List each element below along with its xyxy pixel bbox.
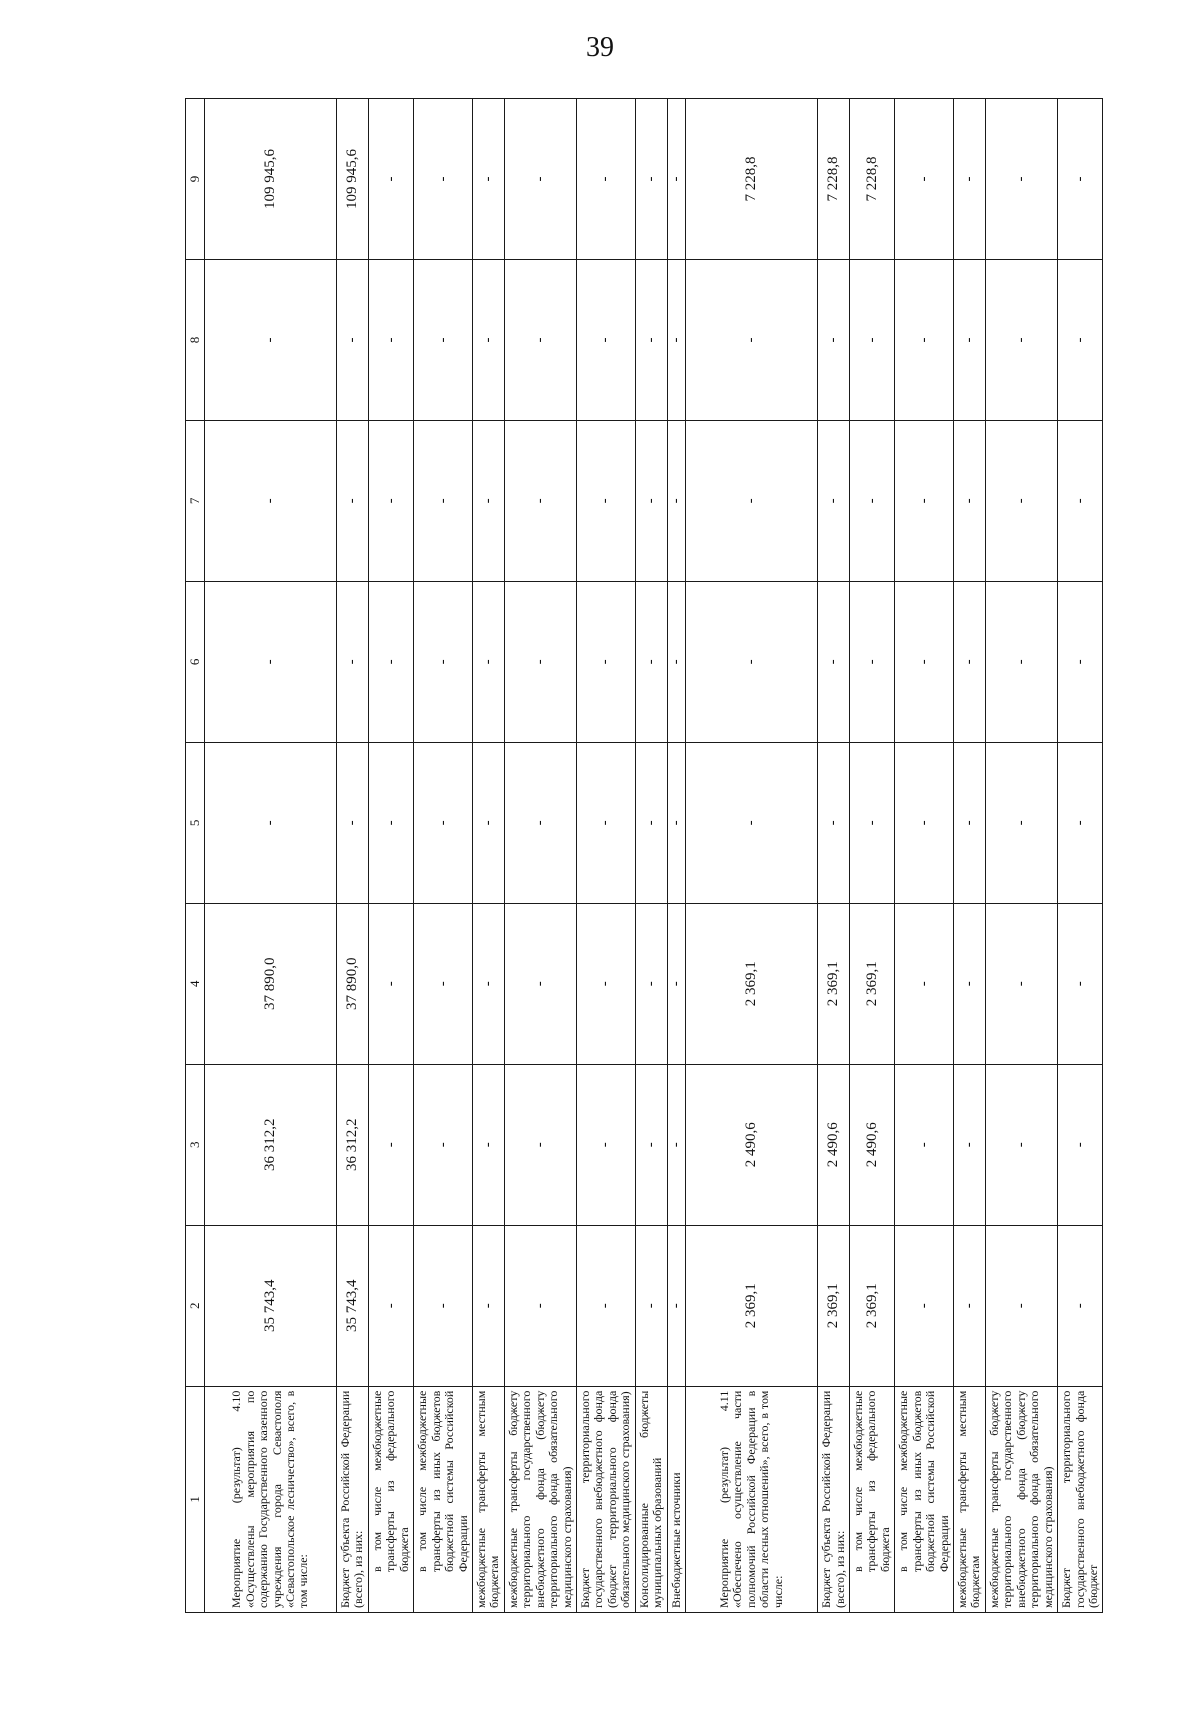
table-cell: -	[472, 742, 504, 903]
table-cell: -	[414, 581, 473, 742]
table-cell: 7 228,8	[849, 99, 894, 260]
table-row	[895, 99, 954, 1613]
row-label: в том числе межбюджетные трансферты из федерального бюджета	[368, 1386, 413, 1612]
table-cell: 35 743,4	[205, 1225, 337, 1386]
table-cell: 109 945,6	[205, 99, 337, 260]
table-cell: 2 490,6	[818, 1064, 850, 1225]
table-cell: 36 312,2	[205, 1064, 337, 1225]
table-cell: -	[818, 420, 850, 581]
table-cell: 7 228,8	[686, 99, 818, 260]
table-cell: -	[954, 903, 986, 1064]
table-cell: -	[954, 1064, 986, 1225]
table-cell: -	[368, 259, 413, 420]
row-label: межбюджетные трансферты местным бюджетам	[954, 1386, 986, 1612]
header-row	[186, 99, 205, 1613]
table-cell: -	[849, 742, 894, 903]
table-cell: -	[635, 259, 667, 420]
table-cell: -	[472, 903, 504, 1064]
table-cell: -	[849, 420, 894, 581]
table-cell: -	[414, 1225, 473, 1386]
table-row	[1058, 99, 1103, 1613]
table-cell: -	[577, 903, 636, 1064]
table-cell: -	[895, 742, 954, 903]
table-cell: -	[1058, 1064, 1103, 1225]
table-cell: -	[577, 1225, 636, 1386]
table-cell: 2 369,1	[686, 1225, 818, 1386]
table-cell: 2 369,1	[849, 1225, 894, 1386]
table-cell: -	[577, 1064, 636, 1225]
table-row	[337, 99, 369, 1613]
table-cell: -	[686, 742, 818, 903]
table-cell: 35 743,4	[337, 1225, 369, 1386]
table-cell: -	[504, 742, 576, 903]
table-cell: 109 945,6	[337, 99, 369, 260]
table-cell: -	[577, 581, 636, 742]
table-cell: -	[414, 420, 473, 581]
table-cell: 37 890,0	[205, 903, 337, 1064]
table-cell: -	[472, 1225, 504, 1386]
row-label: межбюджетные трансферты местным бюджетам	[472, 1386, 504, 1612]
table-cell: -	[635, 1064, 667, 1225]
table-cell: -	[414, 1064, 473, 1225]
table-cell: -	[849, 259, 894, 420]
column-header: 7	[186, 420, 205, 581]
table-cell: 2 369,1	[818, 903, 850, 1064]
table-row	[635, 99, 667, 1613]
row-label: Бюджет территориального государственного внебюджетного фонда (бюджет	[1058, 1386, 1103, 1612]
table-cell: -	[1058, 742, 1103, 903]
table-cell: -	[205, 420, 337, 581]
table-cell: -	[577, 742, 636, 903]
table-cell: -	[504, 259, 576, 420]
table-cell: -	[954, 581, 986, 742]
table-cell: -	[1058, 1225, 1103, 1386]
table-row	[686, 99, 818, 1613]
table-cell: -	[849, 581, 894, 742]
table-cell: -	[895, 259, 954, 420]
column-header: 9	[186, 99, 205, 260]
table-cell: 37 890,0	[337, 903, 369, 1064]
table-cell: -	[985, 259, 1057, 420]
table-cell: -	[667, 1064, 685, 1225]
column-header: 8	[186, 259, 205, 420]
column-header: 2	[186, 1225, 205, 1386]
table-cell: -	[985, 903, 1057, 1064]
table-cell: -	[985, 1064, 1057, 1225]
table-cell: -	[414, 99, 473, 260]
table-cell: -	[205, 259, 337, 420]
table-cell: -	[635, 581, 667, 742]
table-cell: -	[337, 420, 369, 581]
table-row	[472, 99, 504, 1613]
table-cell: -	[577, 259, 636, 420]
table-cell: -	[667, 99, 685, 260]
table-cell: 2 369,1	[686, 903, 818, 1064]
table-cell: -	[985, 420, 1057, 581]
table-cell: -	[895, 99, 954, 260]
row-label: в том числе межбюджетные трансферты из иных бюджетов бюджетной системы Российской Федерации	[414, 1386, 473, 1612]
table-cell: -	[577, 99, 636, 260]
table-cell: -	[1058, 581, 1103, 742]
table-cell: -	[504, 99, 576, 260]
row-label: Бюджет субъекта Российской Федерации (всего), из них:	[337, 1386, 369, 1612]
table-cell: -	[667, 420, 685, 581]
table-cell: -	[895, 1064, 954, 1225]
table-cell: -	[504, 581, 576, 742]
table-row	[205, 99, 337, 1613]
table-cell: -	[985, 742, 1057, 903]
table-cell: -	[504, 903, 576, 1064]
table-cell: 7 228,8	[818, 99, 850, 260]
table-cell: -	[895, 1225, 954, 1386]
table-cell: -	[205, 742, 337, 903]
table-cell: -	[1058, 99, 1103, 260]
table-row	[368, 99, 413, 1613]
table-cell: -	[895, 581, 954, 742]
table-cell: -	[577, 420, 636, 581]
table-row	[577, 99, 636, 1613]
table-cell: -	[472, 99, 504, 260]
funding-table	[185, 98, 1103, 1613]
table-cell: -	[337, 742, 369, 903]
column-header: 6	[186, 581, 205, 742]
table-cell: -	[895, 420, 954, 581]
table-cell: -	[472, 259, 504, 420]
table-cell: 2 490,6	[849, 1064, 894, 1225]
table-cell: -	[368, 420, 413, 581]
table-cell: -	[686, 420, 818, 581]
table-body	[205, 99, 1103, 1613]
table-cell: -	[985, 1225, 1057, 1386]
column-header: 5	[186, 742, 205, 903]
column-header: 1	[186, 1386, 205, 1612]
table-cell: -	[472, 581, 504, 742]
table-cell: -	[368, 903, 413, 1064]
table-cell: -	[667, 742, 685, 903]
table-row	[414, 99, 473, 1613]
row-label: в том числе межбюджетные трансферты из федерального бюджета	[849, 1386, 894, 1612]
table-cell: -	[504, 420, 576, 581]
table-cell: 2 369,1	[849, 903, 894, 1064]
row-label: межбюджетные трансферты бюджету территориального государственного внебюджетного фонда (бюджету территориального фонда обязательного медицинского страхования)	[985, 1386, 1057, 1612]
table-cell: -	[414, 742, 473, 903]
table-cell: -	[1058, 420, 1103, 581]
table-cell: -	[667, 259, 685, 420]
row-label: Мероприятие (результат) 4.11 «Обеспечено осуществление части полномочий Российской Федерации в области лесных отношений», всего, в том числе:	[686, 1386, 818, 1612]
table-cell: -	[635, 420, 667, 581]
table-cell: -	[368, 99, 413, 260]
table-cell: -	[895, 903, 954, 1064]
table-row	[667, 99, 685, 1613]
table-cell: -	[504, 1225, 576, 1386]
table-cell: 36 312,2	[337, 1064, 369, 1225]
table-cell: -	[667, 581, 685, 742]
table-cell: -	[667, 1225, 685, 1386]
table-cell: -	[635, 903, 667, 1064]
table-cell: -	[954, 420, 986, 581]
table-row	[818, 99, 850, 1613]
column-header: 4	[186, 903, 205, 1064]
table-cell: -	[414, 259, 473, 420]
table-cell: -	[504, 1064, 576, 1225]
table-cell: -	[686, 581, 818, 742]
table-cell: -	[337, 259, 369, 420]
table-cell: -	[1058, 259, 1103, 420]
column-header: 3	[186, 1064, 205, 1225]
table-row	[985, 99, 1057, 1613]
row-label: Консолидированные бюджеты муниципальных образований	[635, 1386, 667, 1612]
table-cell: -	[337, 581, 369, 742]
table-cell: -	[954, 99, 986, 260]
table-cell: 2 369,1	[818, 1225, 850, 1386]
table-cell: -	[472, 1064, 504, 1225]
table-cell: -	[686, 259, 818, 420]
table-row	[849, 99, 894, 1613]
table-row	[954, 99, 986, 1613]
table-cell: -	[368, 1064, 413, 1225]
table-cell: -	[368, 1225, 413, 1386]
table-cell: -	[414, 903, 473, 1064]
table-cell: -	[818, 742, 850, 903]
page-number: 39	[586, 32, 614, 63]
row-label: Бюджет субъекта Российской Федерации (всего), из них:	[818, 1386, 850, 1612]
table-cell: -	[954, 1225, 986, 1386]
table-cell: -	[667, 903, 685, 1064]
rotated-table-container	[185, 98, 1100, 1613]
row-label: Внебюджетные источники	[667, 1386, 685, 1612]
row-label: Бюджет территориального государственного внебюджетного фонда (бюджет территориального фонда обязательного медицинского страхования)	[577, 1386, 636, 1612]
row-label: межбюджетные трансферты бюджету территориального государственного внебюджетного фонда (бюджету территориального фонда обязательного медицинского страхования)	[504, 1386, 576, 1612]
table-cell: -	[368, 581, 413, 742]
table-cell: -	[1058, 903, 1103, 1064]
table-cell: -	[818, 259, 850, 420]
row-label: в том числе межбюджетные трансферты из иных бюджетов бюджетной системы Российской Федерации	[895, 1386, 954, 1612]
table-cell: -	[205, 581, 337, 742]
table-cell: -	[954, 259, 986, 420]
table-cell: -	[635, 1225, 667, 1386]
table-cell: -	[985, 99, 1057, 260]
table-cell: -	[954, 742, 986, 903]
table-cell: -	[818, 581, 850, 742]
table-cell: 2 490,6	[686, 1064, 818, 1225]
table-cell: -	[635, 742, 667, 903]
table-row	[504, 99, 576, 1613]
table-cell: -	[985, 581, 1057, 742]
table-cell: -	[635, 99, 667, 260]
row-label: Мероприятие (результат) 4.10 «Осуществлены мероприятия по содержанию Государственного казенного учреждения города Севастополя «Севастопольское лесничество», всего, в том числе:	[205, 1386, 337, 1612]
table-cell: -	[368, 742, 413, 903]
table-cell: -	[472, 420, 504, 581]
